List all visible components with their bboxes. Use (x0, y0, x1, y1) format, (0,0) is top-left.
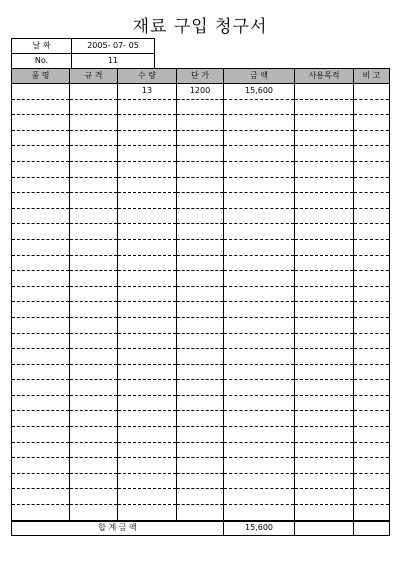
table-cell (224, 255, 295, 271)
table-row (12, 458, 390, 474)
table-row (12, 317, 390, 333)
table-cell (295, 208, 354, 224)
table-row (12, 364, 390, 380)
table-cell (177, 193, 224, 209)
table-row (12, 286, 390, 302)
table-cell (70, 349, 118, 365)
table-cell (70, 380, 118, 396)
table-cell (70, 333, 118, 349)
header-unit-price: 단 가 (177, 69, 224, 84)
table-cell (12, 177, 70, 193)
table-row (12, 333, 390, 349)
table-cell (354, 473, 390, 489)
table-cell (12, 458, 70, 474)
table-cell (354, 239, 390, 255)
table-cell (224, 130, 295, 146)
table-cell (354, 395, 390, 411)
header-purpose: 사용목적 (295, 69, 354, 84)
table-cell (295, 317, 354, 333)
total-purpose-cell (295, 521, 354, 536)
table-cell (118, 115, 177, 131)
table-cell (70, 255, 118, 271)
table-cell (12, 161, 70, 177)
table-cell (295, 489, 354, 505)
table-cell (12, 442, 70, 458)
table-cell (118, 146, 177, 162)
table-cell (224, 411, 295, 427)
table-cell (70, 286, 118, 302)
table-cell (354, 99, 390, 115)
table-cell (70, 317, 118, 333)
table-cell (70, 271, 118, 287)
table-cell (295, 255, 354, 271)
table-cell (295, 224, 354, 240)
table-cell (354, 161, 390, 177)
table-cell (12, 302, 70, 318)
table-cell (354, 84, 390, 100)
table-cell (70, 130, 118, 146)
table-cell (177, 99, 224, 115)
header-amount: 금 액 (224, 69, 295, 84)
table-cell (118, 208, 177, 224)
table-cell (12, 224, 70, 240)
table-cell (177, 286, 224, 302)
table-cell (224, 505, 295, 521)
table-cell (177, 177, 224, 193)
table-cell (70, 395, 118, 411)
table-cell (177, 271, 224, 287)
table-cell (295, 271, 354, 287)
header-quantity: 수 량 (118, 69, 177, 84)
table-cell (224, 99, 295, 115)
table-cell (177, 395, 224, 411)
table-cell (12, 146, 70, 162)
table-cell (295, 84, 354, 100)
table-cell (70, 302, 118, 318)
table-row (12, 489, 390, 505)
table-cell (354, 115, 390, 131)
table-cell (118, 411, 177, 427)
table-cell (295, 395, 354, 411)
table-cell (177, 224, 224, 240)
table-cell (177, 317, 224, 333)
table-cell (224, 146, 295, 162)
table-cell (118, 317, 177, 333)
total-value: 15,600 (224, 521, 295, 536)
table-cell (177, 239, 224, 255)
table-cell (354, 333, 390, 349)
table-cell (70, 489, 118, 505)
table-cell (224, 427, 295, 443)
items-table (11, 68, 390, 536)
table-cell (118, 427, 177, 443)
table-cell (12, 380, 70, 396)
table-cell (12, 84, 70, 100)
table-cell (295, 333, 354, 349)
table-cell (118, 302, 177, 318)
table-cell (295, 442, 354, 458)
table-cell (224, 302, 295, 318)
table-cell (295, 349, 354, 365)
table-cell (177, 130, 224, 146)
total-label: 합 계 금 액 (12, 521, 224, 536)
table-cell (118, 395, 177, 411)
table-cell (70, 208, 118, 224)
table-cell: 15,600 (224, 84, 295, 100)
table-cell (295, 505, 354, 521)
table-cell (354, 364, 390, 380)
table-row (12, 84, 390, 100)
table-cell (224, 489, 295, 505)
table-cell (177, 364, 224, 380)
table-cell (177, 427, 224, 443)
table-cell (118, 442, 177, 458)
table-cell (354, 317, 390, 333)
table-cell (354, 208, 390, 224)
table-row (12, 442, 390, 458)
table-cell (12, 286, 70, 302)
table-cell (295, 473, 354, 489)
table-cell (70, 224, 118, 240)
table-cell (70, 99, 118, 115)
total-remarks-cell (354, 521, 390, 536)
table-row (12, 302, 390, 318)
table-row (12, 208, 390, 224)
table-cell (118, 271, 177, 287)
table-cell (224, 349, 295, 365)
table-cell (12, 99, 70, 115)
table-cell (177, 161, 224, 177)
table-cell (177, 349, 224, 365)
header-item-name: 품 명 (12, 69, 70, 84)
table-row (12, 349, 390, 365)
table-cell (295, 239, 354, 255)
table-cell (354, 427, 390, 443)
table-cell (177, 302, 224, 318)
header-spec: 규 격 (70, 69, 118, 84)
table-cell (12, 115, 70, 131)
table-cell (295, 380, 354, 396)
table-cell (118, 333, 177, 349)
table-cell (224, 458, 295, 474)
table-cell (12, 427, 70, 443)
table-cell (118, 239, 177, 255)
table-cell (12, 489, 70, 505)
table-row (12, 395, 390, 411)
table-cell: 1200 (177, 84, 224, 100)
table-cell (177, 146, 224, 162)
table-cell (224, 177, 295, 193)
table-row (12, 99, 390, 115)
table-cell (354, 489, 390, 505)
table-cell (354, 224, 390, 240)
table-cell (177, 115, 224, 131)
table-header-row (12, 69, 390, 84)
table-cell (12, 130, 70, 146)
table-row (12, 473, 390, 489)
table-cell (177, 442, 224, 458)
table-cell (295, 177, 354, 193)
table-cell (12, 364, 70, 380)
table-cell (70, 115, 118, 131)
table-cell (295, 99, 354, 115)
table-cell (295, 146, 354, 162)
table-cell (118, 286, 177, 302)
table-cell (295, 364, 354, 380)
table-cell (118, 161, 177, 177)
no-label: No. (12, 54, 72, 69)
table-cell (118, 458, 177, 474)
table-row (12, 271, 390, 287)
table-cell (70, 177, 118, 193)
table-cell (12, 208, 70, 224)
table-cell (70, 411, 118, 427)
table-cell (177, 489, 224, 505)
table-cell (70, 161, 118, 177)
table-cell (118, 505, 177, 521)
table-cell (224, 115, 295, 131)
table-row (12, 255, 390, 271)
table-row (12, 193, 390, 209)
table-cell (177, 473, 224, 489)
table-cell (118, 177, 177, 193)
table-cell (295, 130, 354, 146)
table-row (12, 115, 390, 131)
table-cell (118, 255, 177, 271)
table-row (12, 146, 390, 162)
table-cell (177, 255, 224, 271)
table-cell (12, 411, 70, 427)
table-cell (70, 505, 118, 521)
table-row (12, 177, 390, 193)
table-cell (118, 193, 177, 209)
table-cell (177, 458, 224, 474)
table-cell (118, 99, 177, 115)
table-cell (12, 473, 70, 489)
table-cell (224, 380, 295, 396)
table-row (12, 505, 390, 521)
table-cell (177, 380, 224, 396)
table-cell (224, 161, 295, 177)
header-remarks: 비 고 (354, 69, 390, 84)
table-cell (12, 271, 70, 287)
table-row (12, 224, 390, 240)
table-cell (354, 411, 390, 427)
table-cell (224, 224, 295, 240)
table-cell: 13 (118, 84, 177, 100)
date-value: 2005- 07- 05 (72, 39, 155, 54)
table-cell (224, 473, 295, 489)
table-row (12, 130, 390, 146)
table-cell (12, 255, 70, 271)
table-cell (70, 458, 118, 474)
table-row (12, 411, 390, 427)
table-cell (12, 239, 70, 255)
table-cell (70, 427, 118, 443)
table-cell (295, 458, 354, 474)
table-cell (70, 239, 118, 255)
table-cell (70, 364, 118, 380)
table-cell (70, 146, 118, 162)
table-cell (224, 239, 295, 255)
table-row (12, 380, 390, 396)
table-cell (12, 395, 70, 411)
table-cell (12, 505, 70, 521)
no-value: 11 (72, 54, 155, 69)
table-cell (354, 146, 390, 162)
table-cell (295, 161, 354, 177)
table-cell (12, 193, 70, 209)
table-cell (118, 489, 177, 505)
table-cell (118, 380, 177, 396)
table-row (12, 161, 390, 177)
table-cell (70, 473, 118, 489)
table-cell (354, 177, 390, 193)
table-cell (177, 411, 224, 427)
document-title: 재료 구입 청구서 (132, 17, 268, 37)
total-row (12, 521, 390, 536)
table-cell (118, 364, 177, 380)
table-cell (295, 193, 354, 209)
table-cell (295, 302, 354, 318)
table-cell (354, 193, 390, 209)
table-cell (12, 317, 70, 333)
table-cell (177, 333, 224, 349)
table-cell (224, 442, 295, 458)
table-cell (118, 224, 177, 240)
table-cell (354, 271, 390, 287)
table-cell (295, 427, 354, 443)
info-table (11, 38, 155, 69)
table-cell (12, 349, 70, 365)
table-cell (354, 442, 390, 458)
table-cell (224, 271, 295, 287)
date-label: 날 짜 (12, 39, 72, 54)
table-cell (224, 395, 295, 411)
table-cell (354, 130, 390, 146)
table-cell (224, 208, 295, 224)
table-cell (354, 286, 390, 302)
table-cell (118, 349, 177, 365)
table-cell (295, 411, 354, 427)
table-cell (354, 302, 390, 318)
table-cell (224, 286, 295, 302)
table-cell (118, 473, 177, 489)
table-cell (70, 84, 118, 100)
table-row (12, 239, 390, 255)
table-cell (70, 442, 118, 458)
table-cell (354, 458, 390, 474)
table-cell (224, 317, 295, 333)
table-cell (354, 349, 390, 365)
table-cell (224, 364, 295, 380)
table-cell (118, 130, 177, 146)
table-cell (224, 193, 295, 209)
table-row (12, 427, 390, 443)
table-cell (354, 255, 390, 271)
table-cell (177, 505, 224, 521)
table-cell (295, 115, 354, 131)
table-cell (295, 286, 354, 302)
table-cell (177, 208, 224, 224)
table-cell (12, 333, 70, 349)
table-cell (354, 505, 390, 521)
table-cell (224, 333, 295, 349)
table-cell (354, 380, 390, 396)
table-cell (70, 193, 118, 209)
